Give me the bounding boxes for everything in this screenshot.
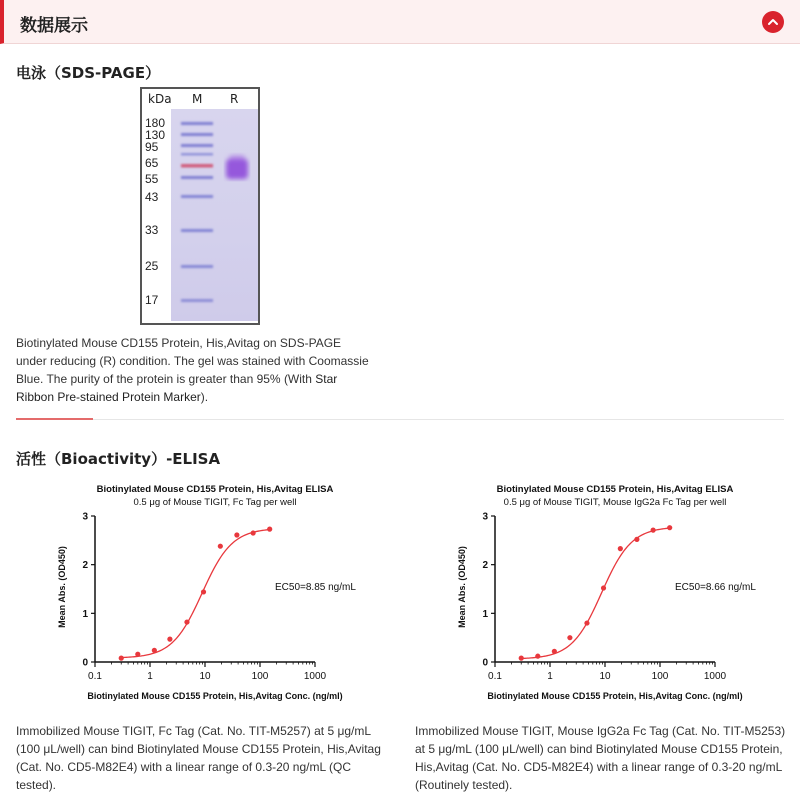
- gel-lane-m-label: M: [192, 92, 203, 106]
- data-point: [618, 546, 623, 551]
- gel-marker-label: 65: [145, 156, 159, 170]
- x-tick-label: 10: [599, 671, 611, 682]
- data-point: [651, 528, 656, 533]
- x-tick-label: 1000: [303, 671, 327, 682]
- data-point: [267, 527, 272, 532]
- y-tick-label: 2: [482, 560, 488, 572]
- y-tick-label: 2: [82, 560, 88, 572]
- marker-link[interactable]: Star Ribbon Pre-stained Protein Marker: [16, 372, 338, 404]
- data-point: [567, 635, 572, 640]
- gel-bands: [171, 109, 258, 321]
- data-point: [184, 619, 189, 624]
- chart-title: Biotinylated Mouse CD155 Protein, His,Avitag ELISA: [496, 484, 734, 495]
- ec50-annotation: EC50=8.85 ng/mL: [275, 582, 356, 593]
- elisa-chart-right: [400, 478, 800, 710]
- elisa-chart-left: [0, 478, 400, 710]
- elisa-caption-left: Immobilized Mouse TIGIT, Fc Tag (Cat. No. TIT-M5257) at 5 μg/mL (100 μL/well) can bind Biotinylated Mouse CD155 Protein, His,Avitag (Cat. No. CD5-M82E4) with a linear range of 0.3-20 ng/mL (QC tested).: [16, 724, 381, 792]
- y-tick-label: 0: [82, 657, 88, 669]
- x-axis-label: Biotinylated Mouse CD155 Protein, His,Avitag Conc. (ng/ml): [87, 691, 343, 701]
- gel-lane-r-label: R: [230, 92, 239, 106]
- gel-marker-label: 180: [145, 116, 166, 130]
- gel-marker-label: 17: [145, 293, 159, 307]
- x-tick-label: 0.1: [88, 671, 102, 682]
- sds-page-title: 电泳（SDS-PAGE）: [16, 64, 161, 82]
- fit-curve: [521, 528, 669, 658]
- section-header: [0, 0, 800, 44]
- x-tick-label: 100: [651, 671, 669, 682]
- data-point: [251, 530, 256, 535]
- section-divider: [16, 419, 784, 420]
- chart-subtitle: 0.5 μg of Mouse TIGIT, Fc Tag per well: [133, 497, 297, 508]
- gel-marker-label: 130: [145, 128, 166, 142]
- y-axis-label: Mean Abs. (OD450): [57, 546, 67, 628]
- x-tick-label: 1000: [703, 671, 727, 682]
- sds-page-caption: [16, 334, 371, 406]
- y-tick-label: 3: [82, 511, 88, 523]
- data-point: [167, 637, 172, 642]
- x-tick-label: 10: [199, 671, 211, 682]
- data-point: [667, 525, 672, 530]
- x-tick-label: 100: [251, 671, 269, 682]
- gel-marker-label: 95: [145, 140, 159, 154]
- chevron-up-icon: [767, 16, 779, 28]
- gel-marker-label: 33: [145, 223, 159, 237]
- x-tick-label: 1: [147, 671, 153, 682]
- fit-curve: [121, 530, 269, 658]
- ec50-annotation: EC50=8.66 ng/mL: [675, 582, 756, 593]
- section-header-title: 数据展示: [20, 16, 88, 36]
- data-point: [218, 544, 223, 549]
- data-point: [234, 532, 239, 537]
- x-axis-label: Biotinylated Mouse CD155 Protein, His,Avitag Conc. (ng/ml): [487, 691, 743, 701]
- gel-marker-label: 43: [145, 190, 159, 204]
- y-tick-label: 3: [482, 511, 488, 523]
- y-tick-label: 1: [82, 608, 88, 620]
- data-point: [201, 589, 206, 594]
- sds-caption-text: Biotinylated Mouse CD155 Protein, His,Avitag on SDS-PAGE under reducing (R) condition. The gel was stained with Coomassie Blue. The purity of the protein is greater than 95% (With: [16, 336, 369, 386]
- sds-caption-tail: ).: [200, 390, 209, 404]
- x-tick-label: 1: [547, 671, 553, 682]
- y-tick-label: 1: [482, 608, 488, 620]
- data-point: [152, 648, 157, 653]
- data-point: [552, 649, 557, 654]
- data-point: [519, 656, 524, 661]
- data-point: [601, 585, 606, 590]
- y-axis-label: Mean Abs. (OD450): [457, 546, 467, 628]
- data-point: [535, 654, 540, 659]
- collapse-button[interactable]: [762, 11, 784, 33]
- data-point: [584, 620, 589, 625]
- gel-marker-label: 25: [145, 259, 159, 273]
- section-divider-accent: [16, 418, 93, 420]
- gel-lanes: [171, 109, 258, 321]
- sds-page-gel-image: [140, 87, 260, 325]
- elisa-caption-right: Immobilized Mouse TIGIT, Mouse IgG2a Fc Tag (Cat. No. TIT-M5253) at 5 μg/mL (100 μL/well) can bind Biotinylated Mouse CD155 Protein, His,Avitag (Cat. No. CD5-M82E4) with a linear range of 0.3-20 ng/mL (Routinely tested).: [415, 724, 786, 792]
- gel-kda-header: kDa: [148, 92, 172, 106]
- chart-title: Biotinylated Mouse CD155 Protein, His,Avitag ELISA: [96, 484, 334, 495]
- bioactivity-title: 活性（Bioactivity）-ELISA: [16, 450, 221, 468]
- gel-marker-label: 55: [145, 172, 159, 186]
- data-point: [119, 656, 124, 661]
- x-tick-label: 0.1: [488, 671, 502, 682]
- data-point: [135, 652, 140, 657]
- data-point: [634, 537, 639, 542]
- chart-subtitle: 0.5 μg of Mouse TIGIT, Mouse IgG2a Fc Tag per well: [503, 497, 727, 508]
- y-tick-label: 0: [482, 657, 488, 669]
